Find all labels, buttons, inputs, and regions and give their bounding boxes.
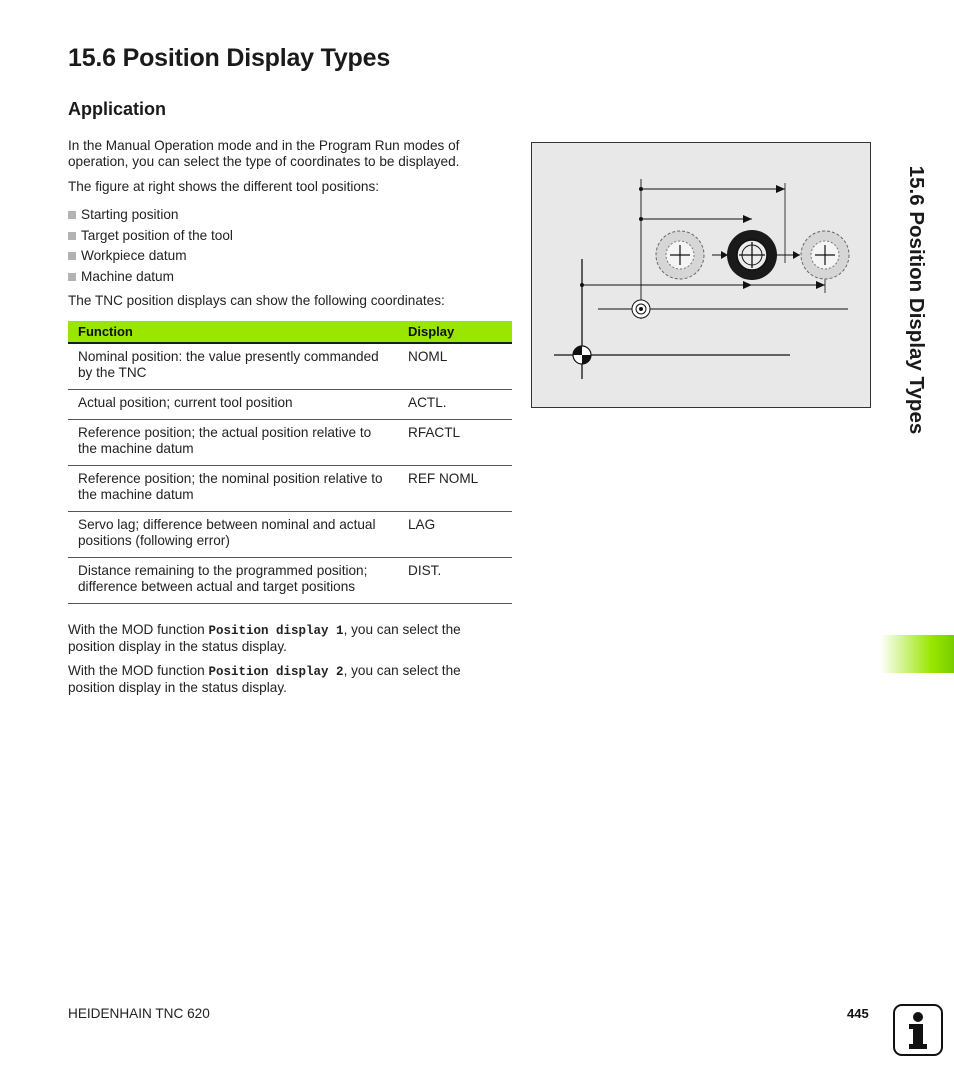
list-item-text: Target position of the tool <box>81 227 233 243</box>
machine-datum-icon <box>573 346 591 364</box>
cell-function: Distance remaining to the programmed position; difference between actual and target positions <box>68 557 398 603</box>
mod-note-1 <box>68 622 488 655</box>
table-row <box>68 389 512 419</box>
actual-position-tool-icon <box>727 230 777 280</box>
mod-note-2-post: , you can select the position display in the status display. <box>68 663 461 695</box>
cell-function: Reference position; the actual position relative to the machine datum <box>68 419 398 465</box>
target-position-tool-icon <box>801 231 849 279</box>
bullet-square-icon <box>68 252 76 260</box>
tool-position-list <box>68 205 233 287</box>
list-item <box>68 205 233 226</box>
cell-function: Nominal position: the value presently commanded by the TNC <box>68 343 398 389</box>
table-intro-paragraph: The TNC position displays can show the following coordinates: <box>68 293 445 308</box>
mod-note-1-code: Position display 1 <box>208 624 344 638</box>
position-display-table <box>68 321 512 604</box>
list-item-text: Workpiece datum <box>81 248 187 263</box>
arrow-icon <box>721 251 728 259</box>
page-title: 15.6 Position Display Types <box>68 44 391 72</box>
side-chapter-title-text: 15.6 Position Display Types <box>905 165 928 435</box>
list-item <box>68 246 233 267</box>
bullet-square-icon <box>68 273 76 281</box>
tool-position-diagram <box>532 143 872 409</box>
arrow-icon <box>793 251 800 259</box>
cell-function: Actual position; current tool position <box>68 389 398 419</box>
table-row <box>68 511 512 557</box>
cell-display: ACTL. <box>398 389 512 419</box>
cell-display: LAG <box>398 511 512 557</box>
mod-note-1-pre: With the MOD function <box>68 622 209 637</box>
arrow-icon <box>743 215 752 223</box>
workpiece-datum-icon <box>632 300 650 318</box>
table-header-row <box>68 321 512 343</box>
cell-display: DIST. <box>398 557 512 603</box>
bullet-square-icon <box>68 232 76 240</box>
footer-page-number: 445 <box>847 1006 869 1021</box>
mod-note-2-code: Position display 2 <box>208 665 344 679</box>
figure-intro-paragraph: The figure at right shows the different tool positions: <box>68 179 380 194</box>
info-icon <box>893 1004 943 1056</box>
cell-display: NOML <box>398 343 512 389</box>
list-item <box>68 267 233 288</box>
starting-position-tool-icon <box>656 231 704 279</box>
list-item-text: Machine datum <box>81 268 174 284</box>
side-chapter-title <box>896 165 936 435</box>
table-row <box>68 465 512 511</box>
mod-note-2 <box>68 663 488 696</box>
arrow-icon <box>743 281 752 289</box>
table-row <box>68 557 512 603</box>
cell-function: Reference position; the nominal position relative to the machine datum <box>68 465 398 511</box>
footer-product: HEIDENHAIN TNC 620 <box>68 1006 210 1021</box>
mod-note-1-post: , you can select the position display in the status display. <box>68 622 461 654</box>
arrow-icon <box>816 281 825 289</box>
chapter-tab <box>880 635 954 673</box>
cell-function: Servo lag; difference between nominal and actual positions (following error) <box>68 511 398 557</box>
bullet-square-icon <box>68 211 76 219</box>
cell-display: RFACTL <box>398 419 512 465</box>
list-item-text: Starting position <box>81 207 179 222</box>
table-row <box>68 419 512 465</box>
header-function: Function <box>68 321 398 343</box>
header-display: Display <box>398 321 512 343</box>
arrow-icon <box>776 185 785 193</box>
cell-display: REF NOML <box>398 465 512 511</box>
intro-paragraph: In the Manual Operation mode and in the Program Run modes of operation, you can select the type of coordinates to be displayed. <box>68 138 460 169</box>
list-item <box>68 226 233 247</box>
section-title: Application <box>68 99 166 119</box>
mod-note-2-pre: With the MOD function <box>68 663 209 678</box>
tool-position-figure <box>531 142 871 408</box>
table-row <box>68 343 512 389</box>
